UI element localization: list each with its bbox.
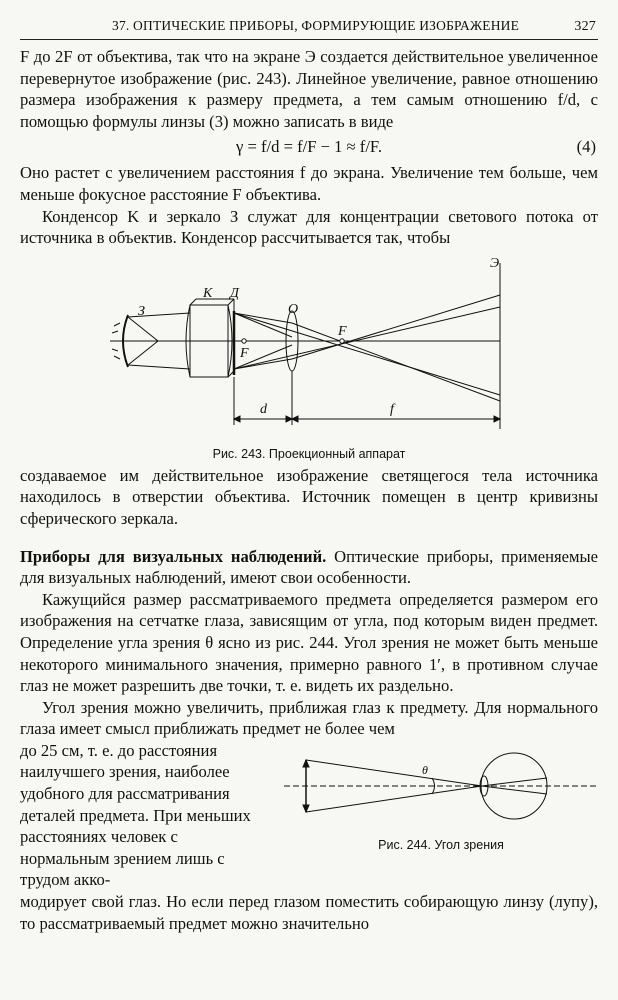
paragraph-5: Кажущийся размер рассматриваемого предмета определяется размером его изображения на сетчатке глаза, зависящим от угла, под которым виден предмет. Определение угла зрения θ ясно из рис. 244. Угол зрения не может быть меньше некоторого минимального значения, примерно равного 1′, в противном случае глаз не может разрешить две точки, т. е. видеть их раздельно. bbox=[20, 589, 598, 696]
paragraph-4: создаваемое им действительное изображение светящегося тела источника находилось в отверстии объектива. Источник помещен в центр кривизны сферического зеркала. bbox=[20, 465, 598, 528]
section-paragraph bbox=[20, 546, 598, 589]
figure-243 bbox=[20, 253, 598, 465]
wrap-text: до 25 см, т. е. до расстояния наилучшего зрения, наиболее удобного для рассматривания деталей предмета. При меньших расстояниях человек с нормальным зрением лишь с трудом акко- bbox=[20, 740, 251, 890]
running-header bbox=[20, 18, 598, 40]
projector-diagram bbox=[20, 253, 598, 465]
focus-point-right bbox=[340, 339, 344, 343]
focus-point-left bbox=[242, 339, 246, 343]
label-focus-right: F bbox=[338, 323, 347, 339]
formula-number: (4) bbox=[576, 137, 596, 157]
formula-text: γ = f/d = f/F − 1 ≈ f/F. bbox=[236, 137, 382, 157]
label-f: f bbox=[390, 401, 394, 417]
page bbox=[20, 18, 598, 934]
paragraph-2: Оно растет с увеличением расстояния f до экрана. Увеличение тем больше, чем меньше фокусное расстояние F объектива. bbox=[20, 163, 598, 204]
label-d: d bbox=[260, 401, 267, 417]
figure-244-caption: Рис. 244. Угол зрения bbox=[378, 837, 504, 852]
figure-244 bbox=[282, 742, 600, 862]
label-theta: θ bbox=[422, 762, 428, 777]
label-focus-left: F bbox=[240, 345, 249, 361]
visual-angle-diagram bbox=[282, 742, 600, 842]
label-slide: Д bbox=[230, 285, 239, 301]
section-heading: Приборы для визуальных наблюдений. bbox=[20, 546, 327, 566]
paragraph-7: модирует свой глаз. Но если перед глазом поместить собирающую линзу (лупу), то рассматриваемый предмет можно значительно bbox=[20, 892, 598, 933]
figure-243-caption: Рис. 243. Проекционный аппарат bbox=[212, 446, 406, 461]
paragraph-6: Угол зрения можно увеличить, приближая глаз к предмету. Для нормального глаза имеет смысл приближать предмет не более чем bbox=[20, 697, 598, 739]
wrap-block bbox=[20, 740, 598, 891]
label-condenser: K bbox=[203, 285, 213, 301]
wrap-text-column bbox=[20, 740, 266, 891]
label-screen: Э bbox=[490, 255, 500, 271]
page-number: 327 bbox=[574, 19, 596, 34]
paragraph-3: Конденсор K и зеркало З служат для концентрации светового потока от источника в объектив. Конденсор рассчитывается так, чтобы bbox=[20, 206, 598, 248]
header-title: 37. ОПТИЧЕСКИЕ ПРИБОРЫ, ФОРМИРУЮЩИЕ ИЗОБРАЖЕНИЕ bbox=[112, 18, 520, 33]
formula-4 bbox=[20, 135, 598, 159]
section-intro: Оптические приборы, применяемые для визуальных наблюдений, имеют свои особенности. bbox=[20, 546, 598, 588]
label-mirror: З bbox=[138, 303, 145, 319]
paragraph-1: F до 2F от объектива, так что на экране Э создается действительное увеличенное перевернутое изображение (рис. 243). Линейное увеличение, равное отношению размера изображения к размеру предмета, а тем самым отношению f/d, с помощью формулы линзы (3) можно записать в виде bbox=[20, 47, 598, 131]
label-lens: O bbox=[288, 301, 299, 317]
